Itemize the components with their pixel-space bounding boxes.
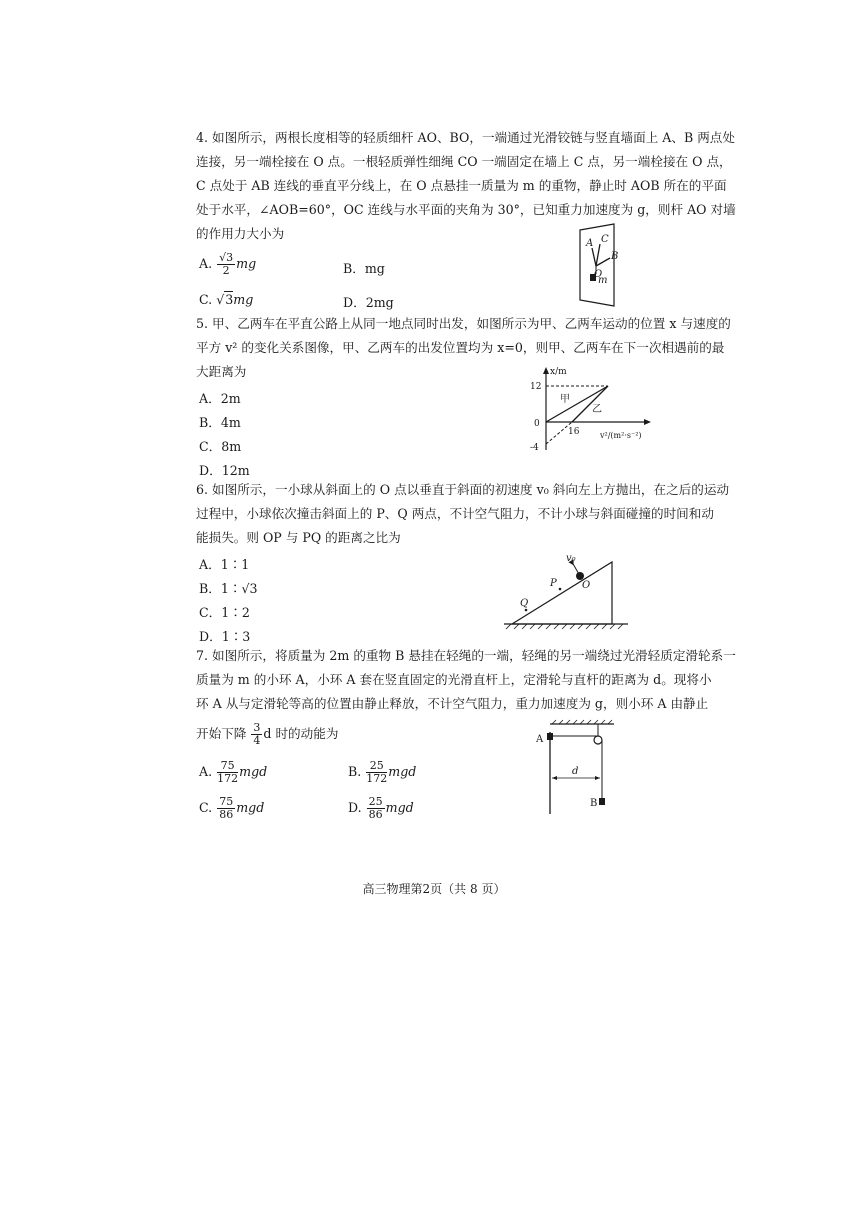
- q4-option-c[interactable]: C. √3mg: [199, 292, 254, 307]
- q7-option-d-tail: mgd: [385, 800, 414, 815]
- q7-line-1: 7. 如图所示，将质量为 2m 的重物 B 悬挂在轻绳的一端，轻绳的另一端绕过光滑轻质定滑轮系一: [196, 648, 736, 663]
- q4-option-a-den: 2: [222, 264, 230, 277]
- q7-option-d-label: D.: [348, 800, 362, 815]
- q5-tick-m4: -4: [530, 443, 539, 453]
- q5-tick-12: 12: [530, 382, 542, 392]
- q7-option-c-label: C.: [199, 800, 213, 815]
- q4-line-2: 连接，另一端栓接在 O 点。一根轻质弹性细绳 CO 一端固定在墙上 C 点，另一端栓接在 O 点，: [196, 154, 732, 169]
- q7-line-2: 质量为 m 的小环 A，小环 A 套在竖直固定的光滑直杆上，定滑轮与直杆的距离为 d。现将小: [196, 672, 712, 687]
- q7-option-b-den: 172: [366, 772, 388, 785]
- q5-tick-0: 0: [534, 419, 540, 429]
- q6-option-b[interactable]: B．1∶√3: [199, 581, 258, 596]
- q7-fig-label-d: d: [572, 766, 579, 777]
- q7-option-d[interactable]: [348, 796, 414, 821]
- q5-legend-yi: 乙: [592, 404, 602, 415]
- q7-option-a-tail: mgd: [239, 764, 268, 779]
- q7-option-b-label: B.: [348, 764, 362, 779]
- q5-option-a[interactable]: A．2m: [199, 391, 241, 406]
- q4-line-3: C 点处于 AB 连线的垂直平分线上，在 O 点悬挂一质量为 m 的重物，静止时 AOB 所在的平面: [196, 178, 727, 193]
- q6-fig-label-v0: v₀: [566, 553, 576, 564]
- q7-option-a[interactable]: [199, 760, 267, 785]
- q6-line-2: 过程中，小球依次撞击斜面上的 P、Q 两点，不计空气阻力，不计小球与斜面碰撞的时间和动: [196, 506, 714, 521]
- q7-option-c-den: 86: [219, 808, 234, 821]
- q4-option-a[interactable]: [199, 252, 256, 277]
- q5-xlabel: v²/(m²·s⁻²): [600, 431, 642, 440]
- q7-option-d-den: 86: [368, 808, 383, 821]
- q4-fig-label-m: m: [598, 275, 608, 286]
- q7-ring-a: [547, 733, 553, 740]
- q4-fig-label-o: O: [594, 269, 603, 280]
- q7-option-b-tail: mgd: [388, 764, 417, 779]
- q4-option-b[interactable]: B．mg: [343, 261, 385, 276]
- q7-line-4-pre: 开始下降: [196, 726, 247, 741]
- q7-option-d-num: 25: [368, 795, 383, 808]
- q7-line-4: [196, 722, 338, 747]
- page-footer: 高三物理第2页（共 8 页）: [362, 882, 506, 896]
- q6-incline: [512, 562, 612, 624]
- q4-fig-label-b: B: [611, 251, 619, 262]
- q4-line-4: 处于水平，∠AOB=60°，OC 连线与水平面的夹角为 30°，已知重力加速度为 g，则杆 AO 对墙: [196, 202, 736, 217]
- q4-option-c-sqrt: 3: [225, 292, 234, 307]
- q7-line-3: 环 A 从与定滑轮等高的位置由静止释放，不计空气阻力，重力加速度为 g，则小环 A 由静止: [196, 696, 709, 711]
- q4-line-1: 4. 如图所示，两根长度相等的轻质细杆 AO、BO，一端通过光滑铰链与竖直墙面上 A、B 两点处: [196, 130, 735, 145]
- q5-line-3: 大距离为: [196, 364, 247, 379]
- q6-option-a[interactable]: A．1∶1: [199, 557, 250, 572]
- q6-line-3: 能损失。则 OP 与 PQ 的距离之比为: [196, 530, 401, 545]
- q6-fig-label-p: P: [550, 578, 557, 589]
- q4-line-5: 的作用力大小为: [196, 226, 285, 241]
- q4-figure: [570, 222, 640, 312]
- q4-fig-label-a: A: [586, 238, 594, 249]
- q7-mass-b: [599, 798, 605, 805]
- q7-option-a-label: A.: [199, 764, 213, 779]
- q5-option-b[interactable]: B．4m: [199, 415, 241, 430]
- q5-chart: [530, 364, 670, 454]
- q7-frac-den: 4: [253, 734, 261, 747]
- q6-option-d[interactable]: D．1∶3: [199, 629, 251, 644]
- q4-option-d[interactable]: D．2mg: [343, 295, 394, 310]
- q4-option-a-num: √3: [219, 251, 234, 264]
- q5-line-2: 平方 v² 的变化关系图像，甲、乙两车的出发位置均为 x=0，则甲、乙两车在下一次相遇前的最: [196, 340, 725, 355]
- q4-fig-label-c: C: [601, 234, 609, 245]
- q7-figure: [534, 718, 624, 818]
- q7-fig-label-b: B: [590, 798, 598, 809]
- q6-fig-label-o: O: [582, 580, 591, 591]
- q5-option-d[interactable]: D．12m: [199, 463, 250, 478]
- q5-ylabel: x/m: [550, 367, 567, 377]
- q5-tick-16: 16: [568, 427, 580, 437]
- q7-option-a-den: 172: [217, 772, 239, 785]
- q4-option-c-tail: mg: [233, 292, 254, 307]
- q7-line-4-post: d 时的动能为: [263, 726, 339, 741]
- q5-legend-jia: 甲: [560, 394, 570, 405]
- q4-option-c-label: C.: [199, 292, 213, 307]
- q7-option-c-num: 75: [219, 795, 234, 808]
- q7-pulley: [594, 736, 602, 744]
- q7-fig-label-a: A: [536, 734, 544, 745]
- q4-option-a-label: A.: [199, 256, 213, 271]
- q7-option-b-num: 25: [366, 760, 387, 773]
- q7-option-a-num: 75: [217, 760, 238, 773]
- q6-option-c[interactable]: C．1∶2: [199, 605, 250, 620]
- q7-option-c[interactable]: [199, 796, 264, 821]
- q5-option-c[interactable]: C．8m: [199, 439, 242, 454]
- q4-option-a-tail: mg: [236, 256, 257, 271]
- q6-fig-label-q: Q: [520, 598, 529, 609]
- q5-line-1: 5. 甲、乙两车在平直公路上从同一地点同时出发，如图所示为甲、乙两车运动的位置 x 与速度的: [196, 316, 731, 331]
- q7-option-c-tail: mgd: [236, 800, 265, 815]
- q7-frac-num: 3: [253, 721, 261, 734]
- q6-figure: [500, 548, 640, 638]
- q7-option-b[interactable]: [348, 760, 416, 785]
- q6-line-1: 6. 如图所示，一小球从斜面上的 O 点以垂直于斜面的初速度 v₀ 斜向左上方抛出，在之后的运动: [196, 482, 730, 497]
